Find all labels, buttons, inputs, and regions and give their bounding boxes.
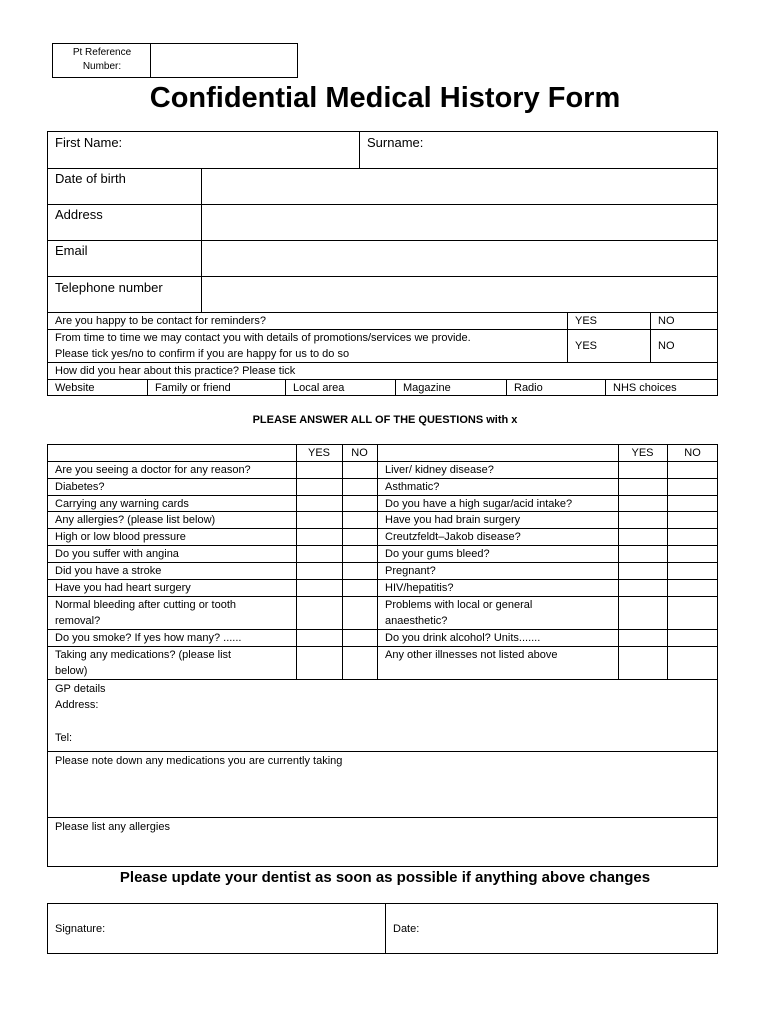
dob-field[interactable] [202, 169, 717, 204]
gp-address-label: Address: [55, 699, 99, 711]
answer-cell-right-no[interactable] [668, 647, 717, 680]
answer-cell-right-no[interactable] [668, 546, 717, 562]
left-yes-header: YES [307, 447, 330, 459]
question-left: Carrying any warning cards [55, 498, 189, 510]
answer-cell-left-yes[interactable] [297, 462, 342, 478]
answer-cell-right-yes[interactable] [619, 580, 667, 596]
surname-field[interactable] [440, 132, 717, 167]
answer-cell-right-yes[interactable] [619, 496, 667, 511]
answer-cell-right-yes[interactable] [619, 630, 667, 646]
allergies-label: Please list any allergies [55, 821, 170, 833]
answer-cell-right-no[interactable] [668, 580, 717, 596]
email-label: Email [55, 243, 88, 258]
answer-cell-left-yes[interactable] [297, 647, 342, 680]
answer-cell-right-yes[interactable] [619, 512, 667, 528]
source-option-magazine[interactable]: Magazine [403, 382, 451, 394]
right-yes-header: YES [631, 447, 654, 459]
telephone-label: Telephone number [55, 280, 163, 295]
answer-cell-left-no[interactable] [343, 647, 377, 680]
gp-tel-label: Tel: [55, 732, 73, 744]
answer-cell-right-yes[interactable] [619, 546, 667, 562]
question-right: HIV/hepatitis? [385, 582, 454, 594]
source-option-nhs[interactable]: NHS choices [613, 382, 677, 394]
question-right: Do your gums bleed? [385, 548, 490, 560]
question-right: anaesthetic? [385, 615, 448, 627]
pt-reference-input[interactable] [151, 44, 297, 77]
answer-cell-right-yes[interactable] [619, 462, 667, 478]
answer-cell-left-no[interactable] [343, 630, 377, 646]
answer-cell-right-no[interactable] [668, 563, 717, 579]
dob-label: Date of birth [55, 171, 126, 186]
address-label: Address [55, 207, 103, 222]
promotions-yes-option[interactable]: YES [575, 340, 598, 352]
answer-cell-right-yes[interactable] [619, 647, 667, 680]
source-option-website[interactable]: Website [55, 382, 95, 394]
question-left: Did you have a stroke [55, 565, 162, 577]
question-right: Asthmatic? [385, 481, 440, 493]
answer-cell-right-no[interactable] [668, 630, 717, 646]
question-right: Pregnant? [385, 565, 436, 577]
reminders-yes-option[interactable]: YES [575, 315, 598, 327]
right-no-header: NO [684, 447, 701, 459]
answer-cell-right-no[interactable] [668, 496, 717, 511]
hear-question: How did you hear about this practice? Please tick [55, 365, 296, 377]
update-notice: Please update your dentist as soon as possible if anything above changes [119, 869, 651, 886]
first-name-label: First Name: [55, 135, 123, 150]
question-left: Any allergies? (please list below) [55, 514, 216, 526]
first-name-field[interactable] [140, 132, 358, 167]
instructions-heading: PLEASE ANSWER ALL OF THE QUESTIONS with x [252, 414, 518, 426]
question-left: Diabetes? [55, 481, 105, 493]
answer-cell-left-no[interactable] [343, 580, 377, 596]
answer-cell-right-yes[interactable] [619, 479, 667, 495]
left-no-header: NO [351, 447, 368, 459]
promotions-text-line2: Please tick yes/no to confirm if you are happy for us to do so [55, 348, 350, 360]
answer-cell-left-yes[interactable] [297, 597, 342, 629]
pt-reference-label: Pt Reference Number: [72, 47, 132, 72]
page-title: Confidential Medical History Form [149, 82, 621, 114]
answer-cell-right-no[interactable] [668, 529, 717, 545]
answer-cell-left-no[interactable] [343, 546, 377, 562]
answer-cell-left-yes[interactable] [297, 496, 342, 511]
question-right: Problems with local or general [385, 599, 533, 611]
gp-details-label: GP details [55, 683, 106, 695]
source-option-family[interactable]: Family or friend [155, 382, 231, 394]
date-label: Date: [393, 923, 420, 935]
answer-cell-left-no[interactable] [343, 496, 377, 511]
answer-cell-left-yes[interactable] [297, 479, 342, 495]
reminders-no-option[interactable]: NO [658, 315, 675, 327]
source-option-radio[interactable]: Radio [514, 382, 543, 394]
question-right: Creutzfeldt–Jakob disease? [385, 531, 521, 543]
question-left: Normal bleeding after cutting or tooth [55, 599, 236, 611]
question-left: Do you smoke? If yes how many? ...... [55, 632, 242, 644]
answer-cell-left-no[interactable] [343, 563, 377, 579]
question-left: Are you seeing a doctor for any reason? [55, 464, 251, 476]
answer-cell-right-yes[interactable] [619, 529, 667, 545]
gp-details-box[interactable] [47, 679, 718, 752]
question-right: Have you had brain surgery [385, 514, 521, 526]
medications-label: Please note down any medications you are currently taking [55, 755, 343, 767]
answer-cell-left-no[interactable] [343, 529, 377, 545]
answer-cell-left-yes[interactable] [297, 563, 342, 579]
answer-cell-right-no[interactable] [668, 597, 717, 629]
answer-cell-left-yes[interactable] [297, 580, 342, 596]
reminders-question: Are you happy to be contact for reminders? [55, 315, 266, 327]
email-field[interactable] [202, 241, 717, 276]
answer-cell-left-no[interactable] [343, 462, 377, 478]
question-left: High or low blood pressure [55, 531, 186, 543]
question-left: Have you had heart surgery [55, 582, 191, 594]
answer-cell-right-no[interactable] [668, 462, 717, 478]
source-option-local-area[interactable]: Local area [293, 382, 345, 394]
answer-cell-left-no[interactable] [343, 479, 377, 495]
question-right: Liver/ kidney disease? [385, 464, 494, 476]
question-right: Do you drink alcohol? Units....... [385, 632, 541, 644]
question-left: Do you suffer with angina [55, 548, 179, 560]
question-right: Do you have a high sugar/acid intake? [385, 498, 573, 510]
answer-cell-left-no[interactable] [343, 512, 377, 528]
question-right: Any other illnesses not listed above [385, 649, 558, 661]
answer-cell-left-yes[interactable] [297, 630, 342, 646]
signature-label: Signature: [55, 923, 106, 935]
address-field[interactable] [202, 205, 717, 240]
question-left: removal? [55, 615, 101, 627]
promotions-text-line1: From time to time we may contact you with details of promotions/services we provide. [55, 332, 471, 344]
answer-cell-right-no[interactable] [668, 479, 717, 495]
date-field[interactable] [386, 904, 717, 953]
answer-cell-left-no[interactable] [343, 597, 377, 629]
promotions-no-option[interactable]: NO [658, 340, 675, 352]
answer-cell-right-no[interactable] [668, 512, 717, 528]
question-left: below) [55, 665, 88, 677]
telephone-field[interactable] [202, 277, 717, 312]
question-left: Taking any medications? (please list [55, 649, 232, 661]
answer-cell-left-yes[interactable] [297, 546, 342, 562]
surname-label: Surname: [367, 135, 424, 150]
signature-field[interactable] [48, 904, 384, 953]
answer-cell-left-yes[interactable] [297, 529, 342, 545]
answer-cell-right-yes[interactable] [619, 597, 667, 629]
answer-cell-left-yes[interactable] [297, 512, 342, 528]
answer-cell-right-yes[interactable] [619, 563, 667, 579]
